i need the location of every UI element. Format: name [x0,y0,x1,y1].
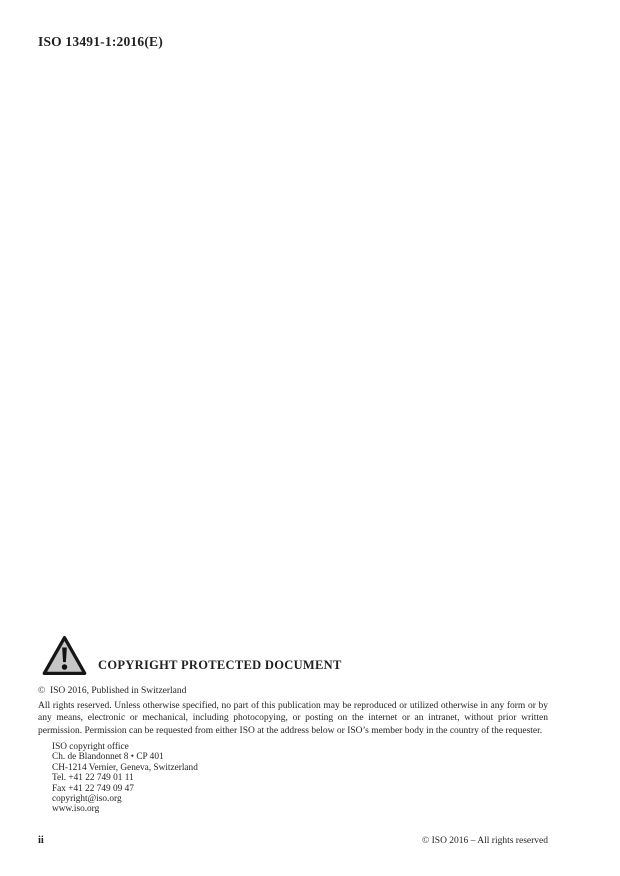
address-line-email: copyright@iso.org [52,793,122,804]
iso-address-block [52,742,548,815]
document-reference: ISO 13491-1:2016(E) [38,34,163,49]
page-number: ii [38,835,44,846]
address-line-city: CH-1214 Vernier, Geneva, Switzerland [52,762,198,773]
published-line: © ISO 2016, Published in Switzerland [38,686,187,696]
copyright-protected-title: COPYRIGHT PROTECTED DOCUMENT [98,658,342,672]
address-line-fax: Fax +41 22 749 09 47 [52,783,134,794]
rights-paragraph: All rights reserved. Unless otherwise specified, no part of this publication may be reproduced or utilized otherwise in any form or by any means, electronic or mechanical, including photocopying, or posting on the internet or an intranet, without prior written permission. Permission can be requested from either ISO at the address below or ISO’s member body in the country of the requester. [38,701,548,736]
warning-triangle-icon [41,633,88,678]
address-line-office: ISO copyright office [52,741,129,752]
address-line-tel: Tel. +41 22 749 01 11 [52,773,134,784]
copyright-section-header [38,630,548,678]
copyright-section [38,630,548,815]
footer-copyright-notice: © ISO 2016 – All rights reserved [422,836,548,846]
address-line-website: www.iso.org [52,804,100,815]
page-footer [38,835,548,846]
address-line-street: Ch. de Blandonnet 8 • CP 401 [52,752,164,763]
